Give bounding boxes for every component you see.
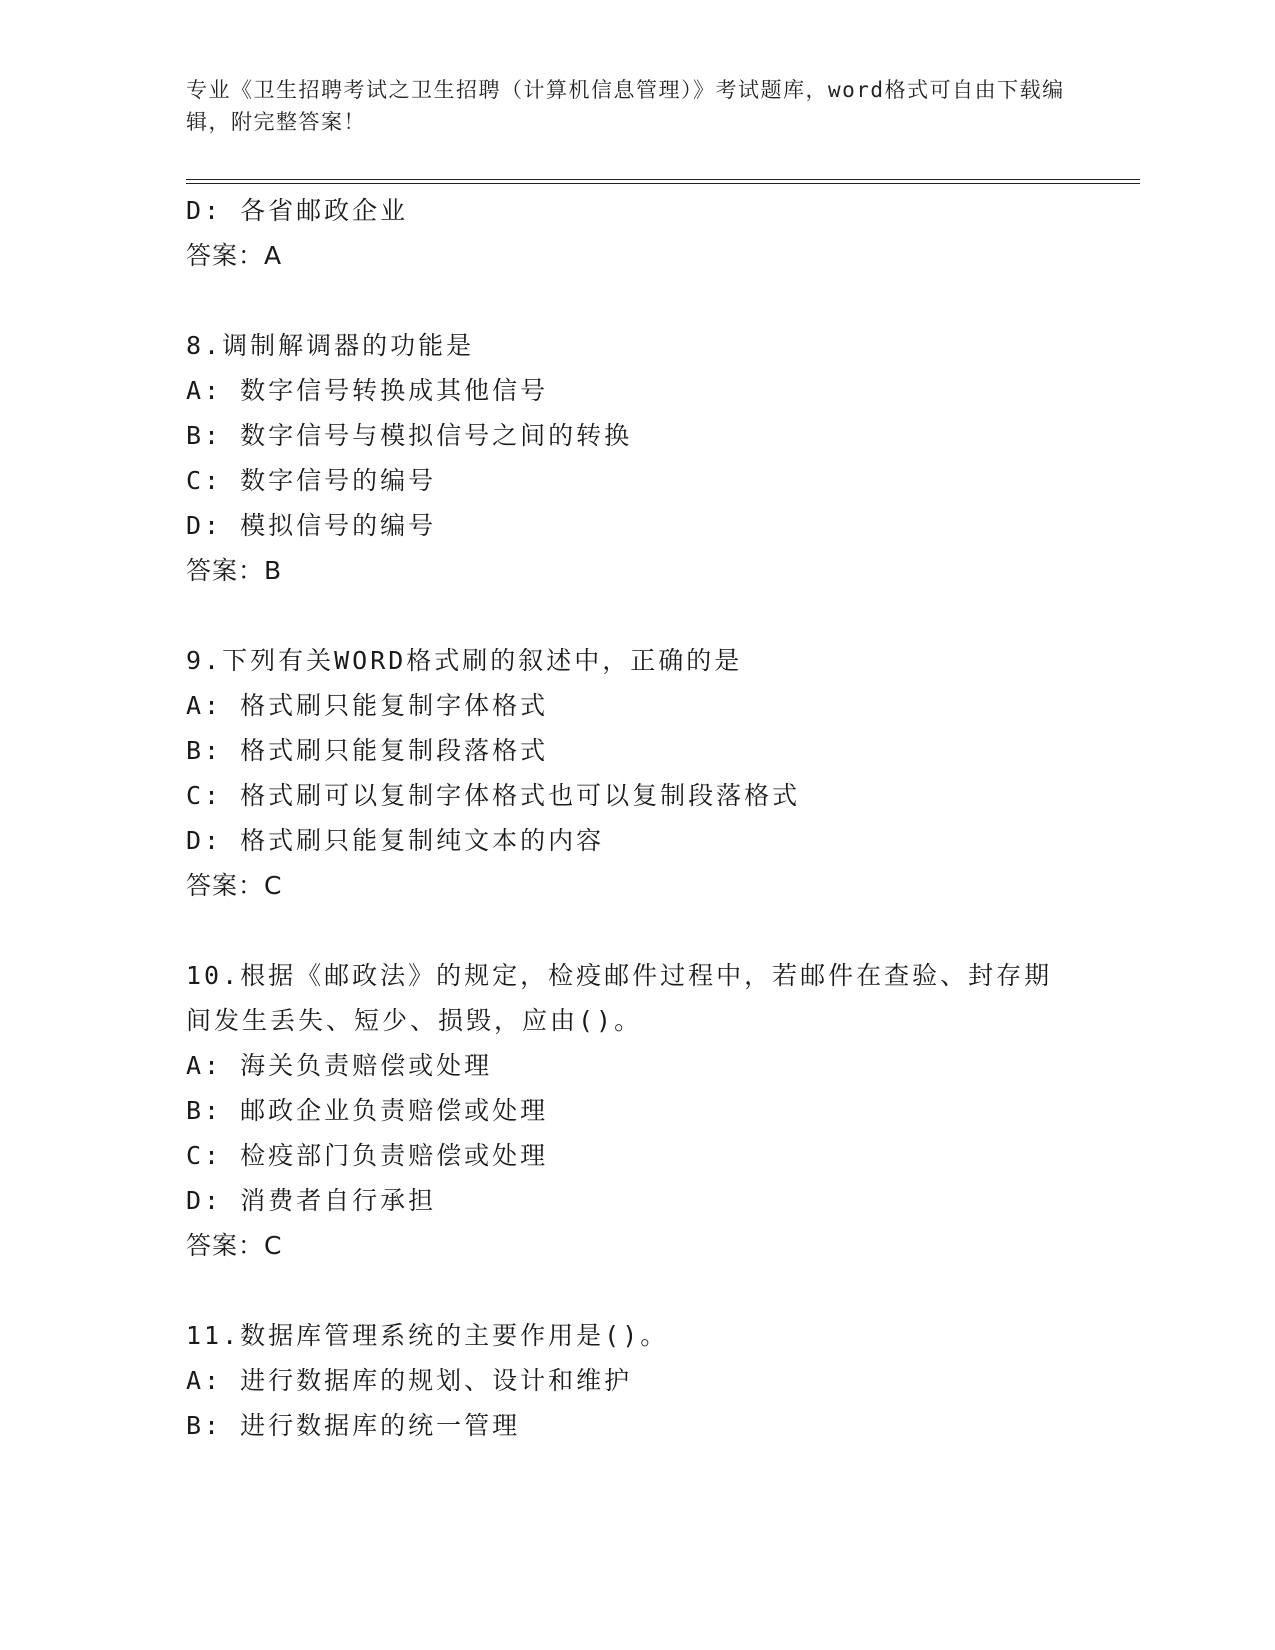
question-block-10: [186, 953, 1066, 1268]
option-a: A: 数字信号转换成其他信号: [186, 376, 549, 405]
option-a: A: 海关负责赔偿或处理: [186, 1051, 493, 1080]
option-c: C: 数字信号的编号: [186, 466, 437, 495]
question-list: [186, 188, 1066, 1448]
option-d: D: 消费者自行承担: [186, 1186, 437, 1215]
question-title: 10.根据《邮政法》的规定，检疫邮件过程中，若邮件在查验、封存期间发生丢失、短少、损毁，应由()。: [186, 961, 1053, 1035]
question-block-7-tail: [186, 188, 1066, 278]
option-b: B: 数字信号与模拟信号之间的转换: [186, 421, 633, 450]
option-d: D: 格式刷只能复制纯文本的内容: [186, 826, 605, 855]
option-d: D: 各省邮政企业: [186, 196, 409, 225]
option-a: A: 格式刷只能复制字体格式: [186, 691, 549, 720]
question-block-9: [186, 638, 1066, 908]
question-title: 9.下列有关WORD格式刷的叙述中，正确的是: [186, 646, 743, 675]
answer-line: 答案：C: [186, 871, 283, 900]
answer-line: 答案：A: [186, 241, 283, 270]
header-divider-top: [186, 179, 1140, 180]
option-b: B: 邮政企业负责赔偿或处理: [186, 1096, 549, 1125]
header-divider-bottom: [186, 183, 1140, 184]
option-d: D: 模拟信号的编号: [186, 511, 437, 540]
option-b: B: 格式刷只能复制段落格式: [186, 736, 549, 765]
option-c: C: 检疫部门负责赔偿或处理: [186, 1141, 549, 1170]
option-b: B: 进行数据库的统一管理: [186, 1411, 521, 1440]
question-title: 11.数据库管理系统的主要作用是()。: [186, 1321, 669, 1350]
answer-line: 答案：C: [186, 1231, 283, 1260]
answer-line: 答案：B: [186, 556, 283, 585]
option-c: C: 格式刷可以复制字体格式也可以复制段落格式: [186, 781, 801, 810]
question-block-11: [186, 1313, 1066, 1448]
document-header: 专业《卫生招聘考试之卫生招聘（计算机信息管理）》考试题库，word格式可自由下载编辑，附完整答案！: [186, 78, 1065, 134]
question-title: 8.调制解调器的功能是: [186, 331, 475, 360]
option-a: A: 进行数据库的规划、设计和维护: [186, 1366, 633, 1395]
question-block-8: [186, 323, 1066, 593]
